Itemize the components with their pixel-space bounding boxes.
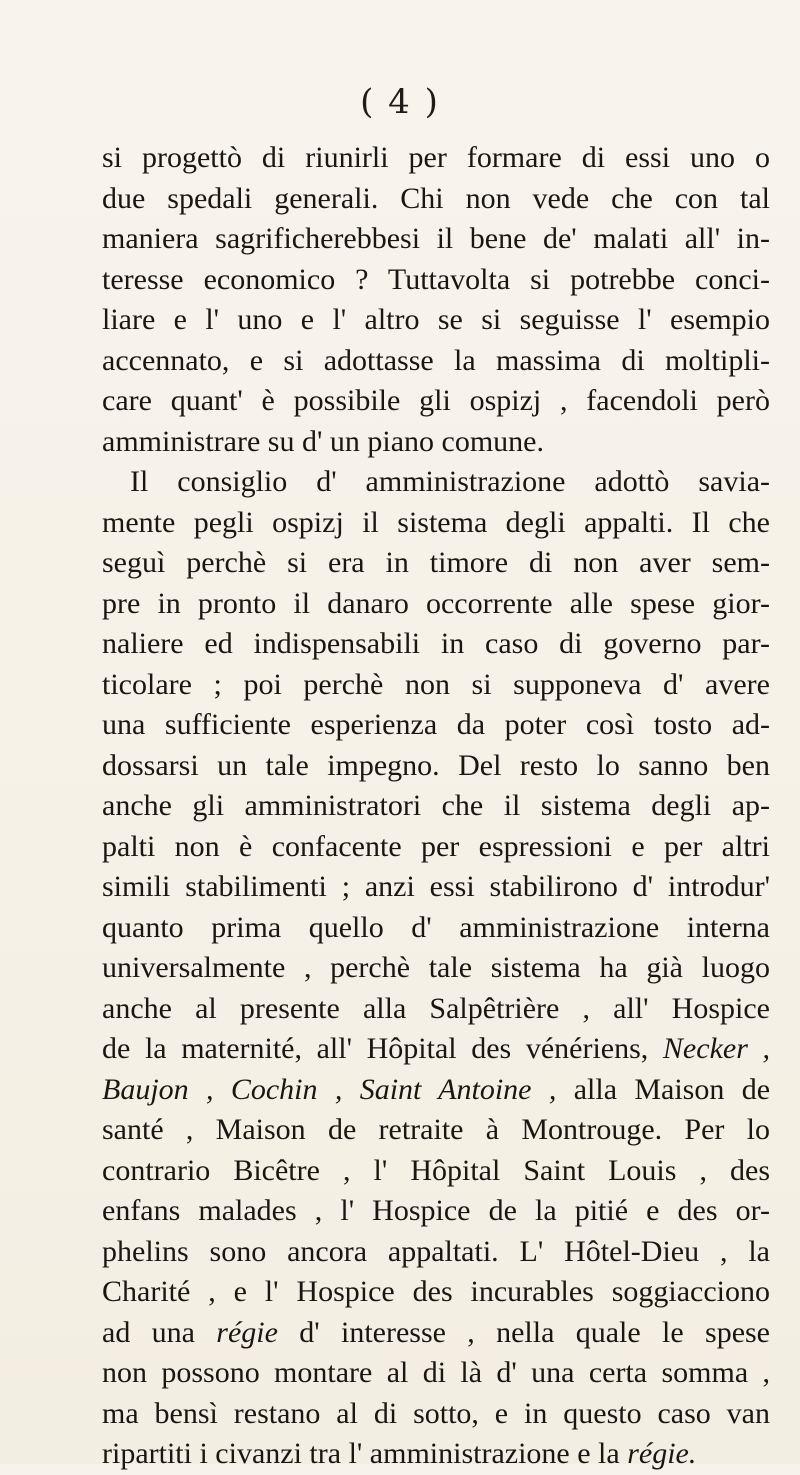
body-text bbox=[102, 138, 770, 1475]
text-line bbox=[102, 1434, 770, 1475]
text-line: phelins sono ancora appaltati. L' Hôtel-Dieu , la bbox=[102, 1234, 770, 1268]
text-line: pre in pronto il danaro occorrente alle spese gior- bbox=[102, 586, 770, 620]
text-line: due spedali generali. Chi non vede che con tal bbox=[102, 181, 770, 215]
italic-term: régie. bbox=[627, 1437, 697, 1470]
text-line: ticolare ; poi perchè non si supponeva d' avere bbox=[102, 667, 770, 701]
text-line: palti non è confacente per espressioni e per altri bbox=[102, 829, 770, 863]
text-line: Il consiglio d' amministrazione adottò savia- bbox=[130, 465, 770, 498]
text-line: anche gli amministratori che il sistema degli ap- bbox=[102, 789, 770, 822]
text-line: ma bensì restano al di sotto, e in questo caso van bbox=[102, 1396, 770, 1430]
text-line: simili stabilimenti ; anzi essi stabilirono d' introdur' bbox=[102, 870, 770, 903]
text-line: si progettò di riunirli per formare di essi uno o bbox=[102, 141, 770, 174]
text-line: non possono montare al di là d' una certa somma , bbox=[102, 1356, 770, 1389]
text-line: quanto prima quello d' amministrazione interna bbox=[102, 910, 770, 944]
text-segment: ripartiti i civanzi tra l' amministrazione e la bbox=[102, 1437, 620, 1470]
text-segment: d' interesse , nella quale le spese bbox=[299, 1315, 770, 1349]
text-line: anche al presente alla Salpêtrière , all' Hospice bbox=[102, 991, 770, 1025]
text-line bbox=[102, 1029, 770, 1070]
text-line: care quant' è possibile gli ospizj , facendoli però bbox=[102, 384, 770, 417]
text-line: santé , Maison de retraite à Montrouge. Per lo bbox=[102, 1113, 770, 1146]
text-line: maniera sagrificherebbesi il bene de' malati all' in- bbox=[102, 222, 770, 255]
text-line: mente pegli ospizj il sistema degli appalti. Il che bbox=[102, 505, 770, 539]
text-line: teresse economico ? Tuttavolta si potrebbe conci- bbox=[102, 262, 770, 296]
page-number: ( 4 ) bbox=[360, 82, 440, 122]
text-line: Charité , e l' Hospice des incurables soggiacciono bbox=[102, 1275, 770, 1308]
text-segment: alla Maison de bbox=[573, 1072, 770, 1106]
text-line: naliere ed indispensabili in caso di governo par- bbox=[102, 627, 770, 660]
text-line: enfans malades , l' Hospice de la pitié e des or- bbox=[102, 1194, 770, 1227]
italic-name: Necker , bbox=[662, 1032, 770, 1065]
text-line: dossarsi un tale impegno. Del resto lo sanno ben bbox=[102, 748, 770, 782]
text-line: liare e l' uno e l' altro se si seguisse l' esempio bbox=[102, 303, 770, 336]
italic-term: régie bbox=[216, 1315, 278, 1349]
text-line: una sufficiente esperienza da poter così tosto ad- bbox=[102, 708, 770, 741]
text-line bbox=[102, 1313, 770, 1354]
text-segment: ad una bbox=[102, 1315, 195, 1349]
italic-names: Baujon , Cochin , Saint Antoine , bbox=[102, 1072, 557, 1106]
text-line: seguì perchè si era in timore di non aver sem- bbox=[102, 546, 770, 579]
text-line: accennato, e si adottasse la massima di moltipli- bbox=[102, 343, 770, 377]
text-line: contrario Bicêtre , l' Hôpital Saint Louis , des bbox=[102, 1153, 770, 1187]
text-segment: de la maternité, all' Hôpital des vénériens, bbox=[102, 1032, 649, 1065]
text-line: universalmente , perchè tale sistema ha già luogo bbox=[102, 951, 770, 984]
text-line bbox=[102, 1070, 770, 1111]
text-line: amministrare su d' un piano comune. bbox=[102, 424, 544, 458]
